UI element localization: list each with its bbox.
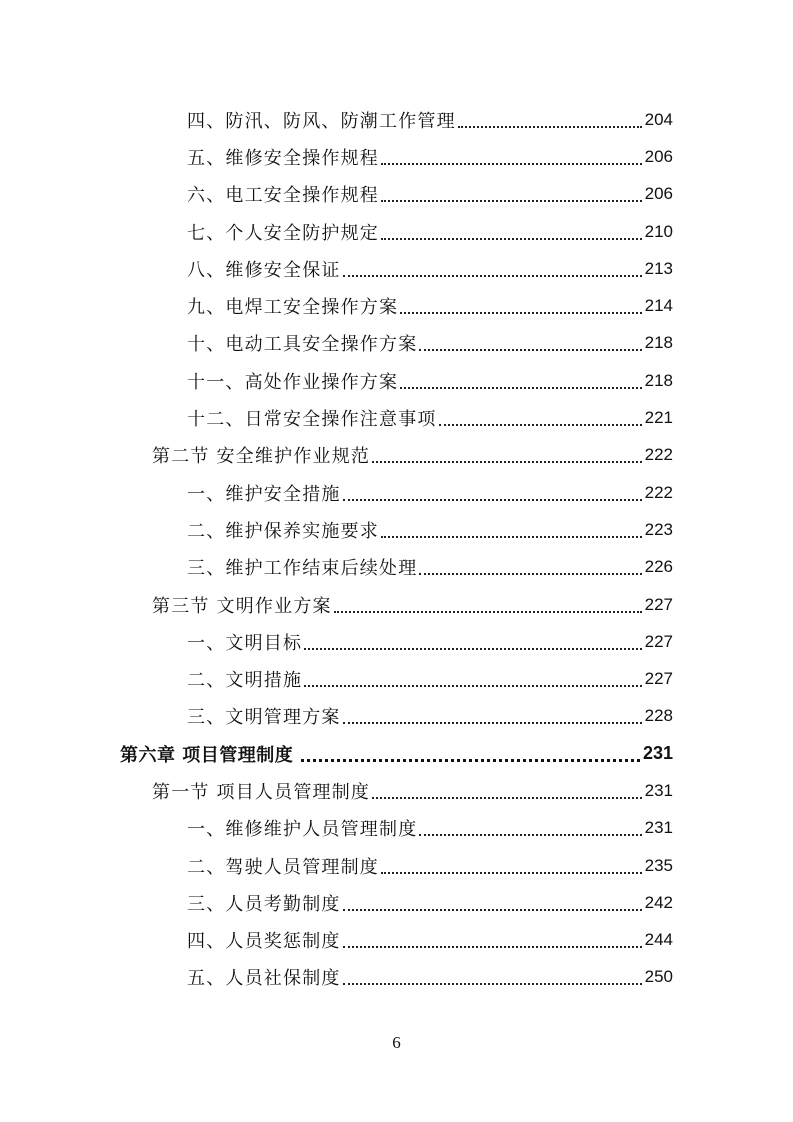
toc-entry-page: 222 (644, 445, 673, 465)
toc-entry-page: 210 (644, 221, 673, 241)
toc-entry[interactable] (0, 138, 673, 175)
toc-leader-dots (400, 312, 641, 314)
toc-entry[interactable] (0, 399, 673, 436)
toc-leader-dots (343, 499, 642, 501)
toc-entry-label: 二、文明措施 (187, 670, 303, 692)
toc-entry-page: 218 (644, 333, 673, 353)
toc-leader-dots (343, 909, 642, 911)
toc-entry-page: 228 (644, 706, 673, 726)
toc-entry-label: 十二、日常安全操作注意事项 (187, 409, 437, 431)
toc-entry-label: 三、维护工作结束后续处理 (187, 558, 418, 580)
toc-entry-page: 250 (644, 967, 673, 987)
toc-leader-dots (301, 759, 640, 762)
toc-entry-label: 三、文明管理方案 (187, 707, 341, 729)
toc-entry[interactable] (0, 325, 673, 362)
toc-entry[interactable] (0, 474, 673, 511)
toc-entry-label: 六、电工安全操作规程 (187, 185, 379, 207)
toc-leader-dots (381, 163, 642, 165)
toc-leader-dots (343, 983, 642, 985)
toc-entry-page: 244 (644, 930, 673, 950)
toc-entry-label: 二、维护保养实施要求 (187, 520, 379, 542)
toc-entry-label: 十、电动工具安全操作方案 (187, 334, 418, 356)
toc-entry-page: 223 (644, 519, 673, 539)
toc-entry[interactable] (0, 287, 673, 324)
toc-entry-label: 四、防汛、防风、防潮工作管理 (187, 110, 456, 132)
toc-leader-dots (381, 536, 642, 538)
toc-entry[interactable] (0, 511, 673, 548)
toc-entry[interactable] (0, 362, 673, 399)
toc-leader-dots (304, 648, 641, 650)
toc-entry-page: 226 (644, 557, 673, 577)
toc-entry-label: 九、电焊工安全操作方案 (187, 297, 399, 319)
toc-entry-page: 227 (644, 669, 673, 689)
toc-entry-page: 213 (644, 258, 673, 278)
toc-entry-page: 227 (644, 594, 673, 614)
toc-entry-label: 第三节 文明作业方案 (152, 595, 332, 617)
toc-entry[interactable] (0, 101, 673, 138)
toc-leader-dots (343, 722, 642, 724)
toc-leader-dots (372, 461, 642, 463)
toc-entry-page: 222 (644, 482, 673, 502)
toc-leader-dots (334, 611, 642, 613)
toc-entry[interactable] (0, 698, 673, 735)
toc-entry-label: 四、人员奖惩制度 (187, 931, 341, 953)
toc-entry[interactable] (0, 250, 673, 287)
toc-entry-page: 206 (644, 184, 673, 204)
toc-leader-dots (400, 387, 641, 389)
toc-entry[interactable] (0, 810, 673, 847)
toc-leader-dots (304, 685, 641, 687)
toc-entry-label: 一、文明目标 (187, 632, 303, 654)
toc-entry[interactable] (0, 922, 673, 959)
toc-entry[interactable] (0, 213, 673, 250)
toc-entry-page: 242 (644, 892, 673, 912)
toc-entry-label: 第六章 项目管理制度 (120, 744, 294, 766)
toc-leader-dots (419, 349, 641, 351)
toc-entry-page: 231 (642, 743, 673, 764)
toc-leader-dots (372, 797, 642, 799)
toc-entry-label: 七、个人安全防护规定 (187, 222, 379, 244)
toc-entry[interactable] (0, 623, 673, 660)
toc-entry-page: 214 (644, 296, 673, 316)
toc-chapter-entry[interactable] (0, 735, 673, 772)
toc-leader-dots (381, 200, 642, 202)
toc-leader-dots (381, 238, 642, 240)
toc-entry-page: 231 (644, 780, 673, 800)
toc-leader-dots (419, 573, 641, 575)
toc-leader-dots (381, 872, 642, 874)
toc-entry-page: 227 (644, 631, 673, 651)
toc-entry-label: 十一、高处作业操作方案 (187, 371, 399, 393)
toc-leader-dots (458, 126, 642, 128)
toc-entry-label: 一、维护安全措施 (187, 483, 341, 505)
toc-entry[interactable] (0, 959, 673, 996)
toc-entry[interactable] (0, 549, 673, 586)
toc-entry[interactable] (0, 660, 673, 697)
toc-entry-label: 八、维修安全保证 (187, 259, 341, 281)
toc-entry-page: 235 (644, 855, 673, 875)
toc-leader-dots (343, 946, 642, 948)
toc-section-entry[interactable] (0, 586, 673, 623)
toc-entry-label: 五、维修安全操作规程 (187, 147, 379, 169)
toc-entry[interactable] (0, 884, 673, 921)
toc-entry-page: 204 (644, 109, 673, 129)
table-of-contents (0, 101, 793, 996)
toc-section-entry[interactable] (0, 772, 673, 809)
toc-leader-dots (439, 424, 642, 426)
toc-entry-page: 231 (644, 818, 673, 838)
toc-entry-label: 一、维修维护人员管理制度 (187, 819, 418, 841)
toc-section-entry[interactable] (0, 437, 673, 474)
toc-entry-label: 第一节 项目人员管理制度 (152, 781, 371, 803)
toc-leader-dots (343, 275, 642, 277)
toc-entry[interactable] (0, 847, 673, 884)
toc-entry-label: 第二节 安全维护作业规范 (152, 446, 371, 468)
toc-entry-page: 218 (644, 370, 673, 390)
toc-entry-page: 221 (644, 408, 673, 428)
toc-entry-label: 三、人员考勤制度 (187, 893, 341, 915)
toc-entry-page: 206 (644, 146, 673, 166)
toc-leader-dots (419, 834, 641, 836)
toc-entry[interactable] (0, 176, 673, 213)
toc-entry-label: 五、人员社保制度 (187, 968, 341, 990)
toc-entry-label: 二、驾驶人员管理制度 (187, 856, 379, 878)
page-number: 6 (392, 1033, 401, 1052)
